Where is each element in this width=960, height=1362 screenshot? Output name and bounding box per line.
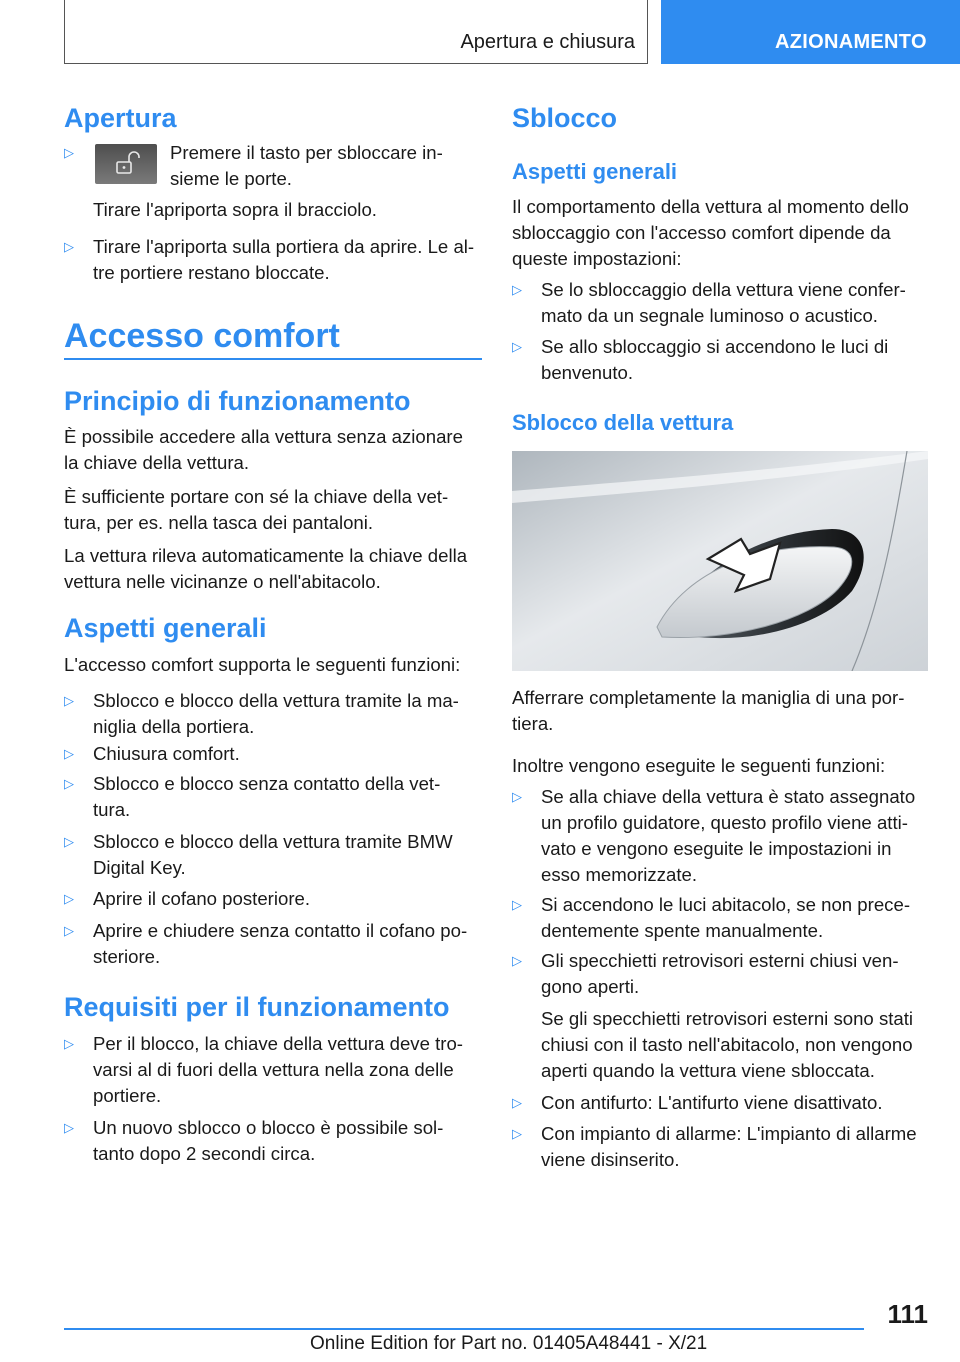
paragraph-line: Con impianto di allarme: L'impianto di allarme — [541, 1123, 917, 1144]
paragraph-line: tanto dopo 2 secondi circa. — [93, 1143, 316, 1164]
paragraph-line: La vettura rileva automaticamente la chiave della — [64, 545, 468, 566]
header-section-box — [64, 0, 648, 64]
heading-apertura: Apertura — [64, 103, 177, 133]
paragraph-line: mato da un segnale luminoso o acustico. — [541, 305, 878, 326]
paragraph-line: Tirare l'apriporta sopra il bracciolo. — [93, 199, 377, 220]
bullet-icon: ▷ — [64, 145, 74, 160]
paragraph-line: Aprire il cofano posteriore. — [93, 888, 311, 909]
paragraph-line: Se gli specchietti retrovisori esterni sono stati — [541, 1008, 914, 1029]
paragraph-line: Se lo sbloccaggio della vettura viene confer- — [541, 279, 906, 300]
paragraph-line: chiusi con il tasto nell'abitacolo, non vengono — [541, 1034, 913, 1055]
header-chapter-title: AZIONAMENTO — [775, 31, 927, 53]
bullet-icon: ▷ — [512, 789, 522, 804]
bullet-icon: ▷ — [64, 834, 74, 849]
paragraph-line: aperti quando la vettura viene sbloccata. — [541, 1060, 875, 1081]
heading-accesso-comfort: Accesso comfort — [64, 317, 340, 355]
paragraph-line: viene disinserito. — [541, 1149, 680, 1170]
heading-sblocco: Sblocco — [512, 103, 618, 133]
bullet-icon: ▷ — [512, 1095, 522, 1110]
bullet-icon: ▷ — [64, 239, 74, 254]
paragraph-line: È possibile accedere alla vettura senza azionare — [64, 426, 463, 447]
paragraph-line: sbloccaggio con l'accesso comfort dipende da — [512, 222, 891, 243]
paragraph-line: tre portiere restano bloccate. — [93, 262, 330, 283]
edition-note: Online Edition for Part no. 01405A48441 - X/21 — [310, 1333, 708, 1354]
door-handle-image — [512, 451, 928, 671]
page-number: 111 — [887, 1299, 928, 1329]
paragraph-line: esso memorizzate. — [541, 864, 698, 885]
header-chapter-tab — [661, 0, 960, 64]
paragraph-line: sieme le porte. — [170, 168, 292, 189]
bullet-icon: ▷ — [512, 897, 522, 912]
paragraph-line: un profilo guidatore, questo profilo viene atti- — [541, 812, 908, 833]
paragraph-line: benvenuto. — [541, 362, 634, 383]
unlock-icon — [95, 144, 157, 184]
paragraph-line: Premere il tasto per sbloccare in- — [170, 142, 443, 163]
bullet-icon: ▷ — [512, 339, 522, 354]
paragraph-line: Il comportamento della vettura al momento dello — [512, 196, 909, 217]
paragraph-line: Tirare l'apriporta sulla portiera da aprire. Le al- — [93, 236, 475, 257]
paragraph-line: È sufficiente portare con sé la chiave della vet- — [64, 486, 449, 507]
footer-rule — [64, 1328, 864, 1330]
paragraph-line: niglia della portiera. — [93, 716, 255, 737]
paragraph-line: Digital Key. — [93, 857, 186, 878]
paragraph-line: tura. — [93, 799, 131, 820]
bullet-icon: ▷ — [512, 1126, 522, 1141]
paragraph-line: Chiusura comfort. — [93, 743, 240, 764]
bullet-icon: ▷ — [64, 693, 74, 708]
paragraph-line: L'accesso comfort supporta le seguenti funzioni: — [64, 654, 461, 675]
paragraph-line: Un nuovo sblocco o blocco è possibile sol- — [93, 1117, 444, 1138]
bullet-icon: ▷ — [64, 891, 74, 906]
paragraph-line: Se allo sbloccaggio si accendono le luci di — [541, 336, 889, 357]
paragraph-line: Inoltre vengono eseguite le seguenti funzioni: — [512, 755, 886, 776]
paragraph-line: gono aperti. — [541, 976, 640, 997]
bullet-icon: ▷ — [64, 746, 74, 761]
header-section-title: Apertura e chiusura — [460, 31, 635, 53]
paragraph-line: Sblocco e blocco della vettura tramite BMW — [93, 831, 453, 852]
heading-rule — [64, 358, 482, 360]
paragraph-line: Si accendono le luci abitacolo, se non prece- — [541, 894, 911, 915]
bullet-icon: ▷ — [64, 776, 74, 791]
paragraph-line: tiera. — [512, 713, 554, 734]
heading-aspetti-generali: Aspetti generali — [64, 613, 267, 643]
paragraph-line: varsi al di fuori della vettura nella zona delle — [93, 1059, 454, 1080]
door-handle-illustration — [512, 451, 928, 671]
paragraph-line: queste impostazioni: — [512, 248, 682, 269]
paragraph-line: tura, per es. nella tasca dei pantaloni. — [64, 512, 374, 533]
heading-principio: Principio di funzionamento — [64, 386, 411, 416]
paragraph-line: vato e vengono eseguite le impostazioni in — [541, 838, 892, 859]
paragraph-line: Con antifurto: L'antifurto viene disattivato. — [541, 1092, 883, 1113]
heading-requisiti: Requisiti per il funzionamento — [64, 992, 450, 1022]
bullet-icon: ▷ — [512, 282, 522, 297]
paragraph-line: Gli specchietti retrovisori esterni chiusi ven- — [541, 950, 899, 971]
heading-sblocco-vettura: Sblocco della vettura — [512, 410, 734, 435]
paragraph-line: Se alla chiave della vettura è stato assegnato — [541, 786, 916, 807]
paragraph-line: portiere. — [93, 1085, 162, 1106]
bullet-icon: ▷ — [64, 923, 74, 938]
paragraph-line: la chiave della vettura. — [64, 452, 250, 473]
bullet-icon: ▷ — [64, 1120, 74, 1135]
paragraph-line: Per il blocco, la chiave della vettura deve tro- — [93, 1033, 463, 1054]
paragraph-line: vettura nelle vicinanze o nell'abitacolo. — [64, 571, 381, 592]
paragraph-line: Sblocco e blocco senza contatto della vet- — [93, 773, 441, 794]
paragraph-line: Aprire e chiudere senza contatto il cofano po- — [93, 920, 468, 941]
paragraph-line: steriore. — [93, 946, 161, 967]
heading-aspetti-generali-right: Aspetti generali — [512, 159, 678, 184]
bullet-icon: ▷ — [64, 1036, 74, 1051]
bullet-icon: ▷ — [512, 953, 522, 968]
paragraph-line: Sblocco e blocco della vettura tramite la ma- — [93, 690, 459, 711]
unlock-button-graphic — [95, 144, 157, 184]
paragraph-line: Afferrare completamente la maniglia di una por- — [512, 687, 905, 708]
paragraph-line: dentemente spente manualmente. — [541, 920, 824, 941]
